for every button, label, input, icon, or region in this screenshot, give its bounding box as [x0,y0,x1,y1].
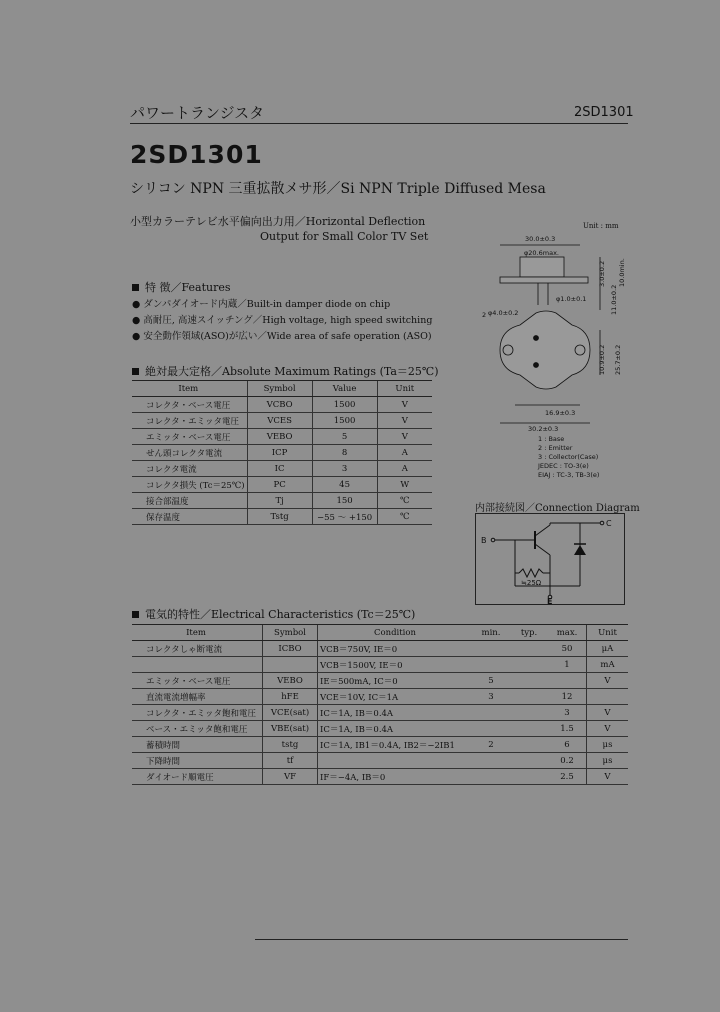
dim-body: φ20.6max. [524,249,559,257]
pin-base [534,336,539,341]
rating-value: 45 [312,477,377,493]
application-line-1: 小型カラーテレビ水平偏向出力用／Horizontal Deflection [130,215,426,228]
char-min [472,641,510,657]
char-typ [510,641,548,657]
char-max: 6 [548,737,587,753]
rating-value: 150 [312,493,377,509]
rating-value: 3 [312,461,377,477]
rating-unit: V [377,397,432,413]
rating-item: 接合部温度 [132,493,247,509]
label-resistor: ≒25Ω [521,579,542,587]
dim-width: 30.0±0.3 [525,235,556,243]
char-unit: V [587,769,629,785]
pin-emitter [534,363,539,368]
label-c: C [606,519,612,528]
application-line-2: Output for Small Color TV Set [260,230,429,243]
rating-symbol: Tj [247,493,312,509]
char-typ [510,769,548,785]
char-typ [510,657,548,673]
dim-v2: 25.7±0.2 [614,344,622,375]
table-header-row [132,625,628,641]
char-symbol: ICBO [263,641,318,657]
circuit-heading: 内部接続図／Connection Diagram [475,503,640,514]
char-condition: IC＝1A, IB＝0.4A [318,721,473,737]
column-header: Item [132,625,263,641]
char-item: ダイオード順電圧 [132,769,263,785]
char-min [472,657,510,673]
unit-label: Unit : mm [583,222,619,230]
char-typ [510,721,548,737]
char-symbol: VBE(sat) [263,721,318,737]
column-header: max. [548,625,587,641]
table-row [132,641,628,657]
char-condition: VCB＝1500V, IE＝0 [318,657,473,673]
table-row [132,461,432,477]
char-symbol: VCE(sat) [263,705,318,721]
label-e: E [547,597,553,605]
rating-item: エミッタ・ベース電圧 [132,429,247,445]
char-symbol: VEBO [263,673,318,689]
char-item: 直流電流増幅率 [132,689,263,705]
table-row [132,657,628,673]
char-item: 下降時間 [132,753,263,769]
char-unit: mA [587,657,629,673]
table-row [132,477,432,493]
transistor-collector [535,525,550,536]
rating-symbol: PC [247,477,312,493]
dim-total: 11.0±0.2 [610,284,618,315]
char-max: 12 [548,689,587,705]
char-item: ベース・エミッタ飽和電圧 [132,721,263,737]
column-header: Item [132,381,247,397]
char-unit: V [587,705,629,721]
char-max [548,673,587,689]
table-row [132,429,432,445]
char-condition: VCE＝10V, IC＝1A [318,689,473,705]
char-max: 50 [548,641,587,657]
char-symbol: tstg [263,737,318,753]
char-condition: IF＝−4A, IB＝0 [318,769,473,785]
rating-unit: ℃ [377,509,432,525]
rating-item: せん頭コレクタ電流 [132,445,247,461]
char-condition: IC＝1A, IB1＝0.4A, IB2＝−2IB1 [318,737,473,753]
rating-symbol: VCBO [247,397,312,413]
char-min [472,721,510,737]
column-header: Unit [377,381,432,397]
rating-symbol: VEBO [247,429,312,445]
pin-label: 2 [482,311,487,319]
char-typ [510,673,548,689]
char-max: 2.5 [548,769,587,785]
part-number-title: 2SD1301 [130,140,263,169]
legend-line: EIAJ : TC-3, TB-3(e) [538,471,600,479]
elec-chars-heading [132,606,415,622]
features-heading [132,279,231,295]
char-condition: VCB＝750V, IE＝0 [318,641,473,657]
char-typ [510,705,548,721]
char-typ [510,737,548,753]
max-ratings-table [132,380,432,525]
char-unit [587,689,629,705]
char-min: 5 [472,673,510,689]
table-row [132,737,628,753]
table-row [132,769,628,785]
column-header: Value [312,381,377,397]
dim-lead: 10.0min. [618,258,626,287]
char-unit: μA [587,641,629,657]
rating-item: コレクタ・エミッタ電圧 [132,413,247,429]
subtitle: シリコン NPN 三重拡散メサ形／Si NPN Triple Diffused Mesa [130,181,546,197]
connection-diagram [475,513,625,605]
rating-item: コレクタ・ベース電圧 [132,397,247,413]
legend-line: 3 : Collector(Case) [538,453,599,461]
table-row [132,673,628,689]
rating-value: 1500 [312,397,377,413]
table-row [132,493,432,509]
char-typ [510,753,548,769]
damper-diode-icon [574,545,586,555]
rating-item: コレクタ電流 [132,461,247,477]
char-unit: μs [587,753,629,769]
char-symbol: hFE [263,689,318,705]
char-symbol: VF [263,769,318,785]
terminal-c [600,521,604,525]
char-unit: V [587,673,629,689]
char-condition [318,753,473,769]
char-max: 0.2 [548,753,587,769]
rating-item: 保存温度 [132,509,247,525]
package-outline-top [500,311,590,389]
table-row [132,445,432,461]
rating-unit: A [377,461,432,477]
char-min [472,753,510,769]
char-max: 1 [548,657,587,673]
transistor-emitter [535,544,550,555]
bullet-square-icon [132,284,139,291]
column-header: Symbol [247,381,312,397]
table-row [132,721,628,737]
features-heading-text: 特 徴／Features [145,281,231,294]
char-min: 3 [472,689,510,705]
rating-unit: ℃ [377,493,432,509]
rating-unit: V [377,413,432,429]
max-ratings-heading [132,363,439,379]
char-item: 蓄積時間 [132,737,263,753]
table-row [132,509,432,525]
rating-value: 5 [312,429,377,445]
table-row [132,397,432,413]
dim-hole: φ4.0±0.2 [488,309,519,317]
char-item: コレクタ・エミッタ飽和電圧 [132,705,263,721]
column-header: typ. [510,625,548,641]
char-symbol [263,657,318,673]
rating-value: 1500 [312,413,377,429]
label-b: B [481,536,487,545]
char-max: 1.5 [548,721,587,737]
feature-text: ダンパダイオード内蔵／Built-in damper diode on chip [143,299,391,310]
rating-symbol: Tstg [247,509,312,525]
char-unit: μs [587,737,629,753]
feature-text: 安全動作領域(ASO)が広い／Wide area of safe operation (ASO) [143,331,432,342]
dim-height: 3.0±0.2 [598,260,606,287]
package-drawing [470,225,630,500]
resistor [519,569,543,577]
footer-rule [255,939,628,940]
char-item [132,657,263,673]
table-row [132,413,432,429]
table-header-row [132,381,432,397]
rating-unit: W [377,477,432,493]
feature-item: ● 高耐圧, 高速スイッチング／High voltage, high speed switching [132,315,433,326]
char-item: エミッタ・ベース電圧 [132,673,263,689]
char-condition: IE＝500mA, IC＝0 [318,673,473,689]
char-item: コレクタしゃ断電流 [132,641,263,657]
column-header: Unit [587,625,629,641]
feature-item: ● ダンパダイオード内蔵／Built-in damper diode on chip [132,299,391,310]
char-typ [510,689,548,705]
char-unit: V [587,721,629,737]
package-flange-side [500,277,588,283]
char-min [472,769,510,785]
legend-line: 2 : Emitter [538,444,573,452]
char-min [472,705,510,721]
legend-line: JEDEC : TO-3(e) [538,462,589,470]
table-row [132,753,628,769]
max-ratings-heading-text: 絶対最大定格／Absolute Maximum Ratings (Ta＝25℃) [145,365,439,378]
terminal-b [491,538,495,542]
rating-symbol: IC [247,461,312,477]
column-header: Symbol [263,625,318,641]
package-body-side [520,257,564,277]
elec-chars-table [132,624,628,785]
feature-item: ● 安全動作領域(ASO)が広い／Wide area of safe operation (ASO) [132,331,432,342]
table-row [132,689,628,705]
dim-length: 30.2±0.3 [528,425,559,433]
rating-value: 8 [312,445,377,461]
header-rule [130,123,628,124]
feature-text: 高耐圧, 高速スイッチング／High voltage, high speed switching [143,315,433,326]
rating-symbol: ICP [247,445,312,461]
series-label: パワートランジスタ [130,104,265,122]
header-part-number: 2SD1301 [574,105,634,120]
elec-chars-heading-text: 電気的特性／Electrical Characteristics (Tc＝25℃) [145,608,416,621]
column-header: min. [472,625,510,641]
dim-pitch: 16.9±0.3 [545,409,576,417]
char-condition: IC＝1A, IB＝0.4A [318,705,473,721]
dim-pin: φ1.0±0.1 [556,295,587,303]
bullet-square-icon [132,611,139,618]
rating-symbol: VCES [247,413,312,429]
char-min: 2 [472,737,510,753]
rating-unit: A [377,445,432,461]
rating-value: −55 ～ +150 [312,509,377,525]
legend-line: 1 : Base [538,435,565,443]
bullet-square-icon [132,368,139,375]
char-max: 3 [548,705,587,721]
column-header: Condition [318,625,473,641]
dim-v1: 10.9±0.2 [598,344,606,375]
rating-item: コレクタ損失 (Tc＝25℃) [132,477,247,493]
rating-unit: V [377,429,432,445]
char-symbol: tf [263,753,318,769]
table-row [132,705,628,721]
